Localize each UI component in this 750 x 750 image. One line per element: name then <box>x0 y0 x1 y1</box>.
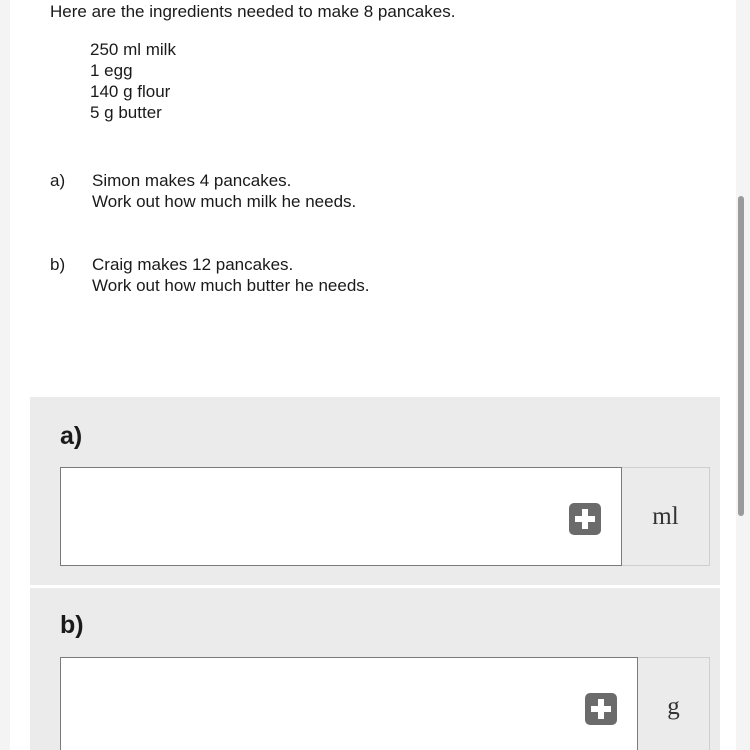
insert-button[interactable] <box>585 693 617 725</box>
answer-box <box>60 657 638 750</box>
question-line: Work out how much milk he needs. <box>92 192 357 211</box>
question-label: a) <box>50 171 66 190</box>
ingredient-item: 1 egg <box>90 61 133 80</box>
insert-button[interactable] <box>569 503 601 535</box>
ingredient-item: 140 g flour <box>90 82 171 101</box>
answer-label: a) <box>60 422 83 450</box>
question-label: b) <box>50 255 66 274</box>
answer-panel-a <box>30 397 720 585</box>
scrollbar[interactable] <box>738 196 744 516</box>
answer-label: b) <box>60 611 84 639</box>
question-line: Simon makes 4 pancakes. <box>92 171 292 190</box>
answer-box <box>60 467 622 566</box>
unit-label: ml <box>622 467 710 566</box>
question-line: Craig makes 12 pancakes. <box>92 255 294 274</box>
question-page <box>10 0 736 750</box>
ingredient-item: 250 ml milk <box>90 40 176 59</box>
answer-input-a[interactable] <box>61 468 621 565</box>
answer-input-b[interactable] <box>61 658 637 750</box>
question-text <box>92 254 370 296</box>
plus-icon <box>585 693 617 725</box>
answer-panel-b <box>30 588 720 750</box>
question-line: Work out how much butter he needs. <box>92 276 370 295</box>
ingredient-item: 5 g butter <box>90 103 162 122</box>
question-text <box>92 170 356 212</box>
question-intro: Here are the ingredients needed to make 8 pancakes. <box>50 2 456 21</box>
unit-label: g <box>638 657 710 750</box>
plus-icon <box>569 503 601 535</box>
ingredient-list <box>90 39 176 123</box>
